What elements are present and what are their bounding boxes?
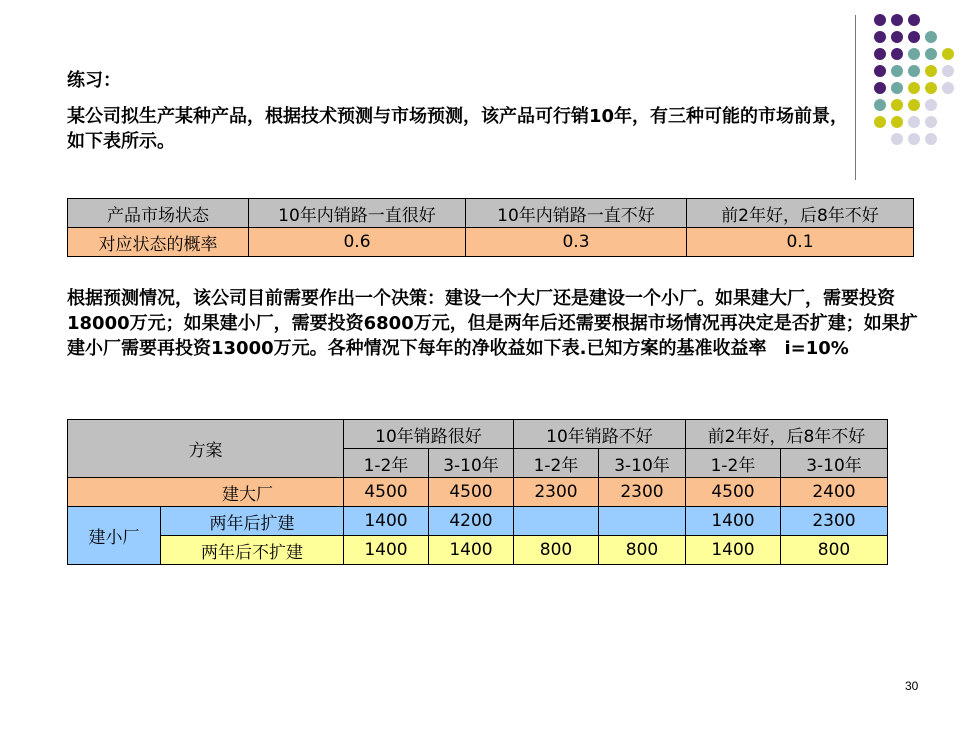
- decorative-dot: [925, 116, 937, 128]
- table-cell: 2300: [514, 478, 599, 507]
- table-row: [68, 536, 888, 565]
- probability-cell: 0.3: [466, 228, 687, 257]
- big-plant-label: 建大厂: [68, 478, 344, 507]
- decorative-dot: [908, 14, 920, 26]
- table-cell: 800: [599, 536, 686, 565]
- table-row: [68, 507, 888, 536]
- decorative-dot: [891, 133, 903, 145]
- scenario-header: 前2年好，后8年不好: [686, 420, 888, 449]
- decorative-dot: [891, 99, 903, 111]
- scheme-header: 方案: [68, 420, 344, 478]
- decorative-dot: [942, 48, 954, 60]
- decorative-dot: [891, 82, 903, 94]
- table-cell: 2300: [599, 478, 686, 507]
- table-row: [68, 199, 914, 228]
- decorative-dot: [942, 65, 954, 77]
- table-row: [68, 420, 888, 449]
- decorative-dot: [891, 31, 903, 43]
- decorative-dot: [925, 31, 937, 43]
- probability-cell: 0.1: [687, 228, 914, 257]
- decorative-dot: [874, 14, 886, 26]
- decorative-dot: [874, 99, 886, 111]
- table-cell: 4200: [429, 507, 514, 536]
- probability-cell: 0.6: [249, 228, 466, 257]
- decorative-dot: [874, 31, 886, 43]
- table-cell: 4500: [344, 478, 429, 507]
- period-header: 1-2年: [344, 449, 429, 478]
- decorative-dot: [908, 48, 920, 60]
- no-expand-label: 两年后不扩建: [161, 536, 344, 565]
- table-cell: 1400: [429, 536, 514, 565]
- market-state-table: [67, 198, 914, 257]
- decorative-dot: [874, 116, 886, 128]
- decorative-dot: [908, 99, 920, 111]
- decorative-dot: [874, 65, 886, 77]
- exercise-heading: 练习：: [67, 70, 121, 91]
- period-header: 3-10年: [781, 449, 888, 478]
- scenario-header: 10年销路很好: [344, 420, 514, 449]
- decorative-dot: [908, 31, 920, 43]
- decorative-dot: [874, 48, 886, 60]
- expand-label: 两年后扩建: [161, 507, 344, 536]
- state-header: 前2年好，后8年不好: [687, 199, 914, 228]
- table-cell: 1400: [686, 507, 781, 536]
- decorative-dot: [925, 133, 937, 145]
- decorative-dot: [942, 82, 954, 94]
- market-state-header: 产品市场状态: [68, 199, 249, 228]
- table-cell: [599, 507, 686, 536]
- net-income-table: [67, 419, 888, 565]
- scenario-header: 10年销路不好: [514, 420, 686, 449]
- decorative-dot: [891, 48, 903, 60]
- decorative-dot: [925, 99, 937, 111]
- decorative-dot: [891, 14, 903, 26]
- table-cell: 2300: [781, 507, 888, 536]
- decision-description-paragraph: 根据预测情况，该公司目前需要作出一个决策：建设一个大厂还是建设一个小厂。如果建大厂，需要投资18000万元；如果建小厂，需要投资6800万元，但是两年后还需要根据市场情况再决定是否扩建；如果扩建小厂需要再投资13000万元。各种情况下每年的净收益如下表.已知方案的基准收益率 i=10%: [67, 288, 918, 359]
- decorative-dot: [908, 65, 920, 77]
- table-cell: 800: [514, 536, 599, 565]
- decorative-vertical-line: [855, 15, 856, 180]
- state-header: 10年内销路一直不好: [466, 199, 687, 228]
- state-header: 10年内销路一直很好: [249, 199, 466, 228]
- table-cell: 2400: [781, 478, 888, 507]
- probability-row-label: 对应状态的概率: [68, 228, 249, 257]
- table-cell: 800: [781, 536, 888, 565]
- page-number: 30: [905, 679, 919, 693]
- table-cell: 4500: [429, 478, 514, 507]
- decorative-dot: [891, 116, 903, 128]
- period-header: 1-2年: [514, 449, 599, 478]
- table-cell: 1400: [344, 536, 429, 565]
- small-plant-label: 建小厂: [68, 507, 161, 565]
- decorative-dot: [874, 82, 886, 94]
- decorative-dot: [925, 48, 937, 60]
- period-header: 1-2年: [686, 449, 781, 478]
- decorative-dot: [925, 65, 937, 77]
- decorative-dot: [891, 65, 903, 77]
- table-cell: [514, 507, 599, 536]
- period-header: 3-10年: [599, 449, 686, 478]
- table-row: [68, 478, 888, 507]
- table-cell: 1400: [344, 507, 429, 536]
- decorative-dot: [925, 82, 937, 94]
- table-row: [68, 228, 914, 257]
- decorative-dot: [908, 116, 920, 128]
- problem-intro-paragraph: 某公司拟生产某种产品，根据技术预测与市场预测，该产品可行销10年，有三种可能的市场前景，如下表所示。: [67, 106, 849, 152]
- table-cell: 1400: [686, 536, 781, 565]
- decorative-dot: [908, 133, 920, 145]
- table-cell: 4500: [686, 478, 781, 507]
- period-header: 3-10年: [429, 449, 514, 478]
- decorative-dot: [908, 82, 920, 94]
